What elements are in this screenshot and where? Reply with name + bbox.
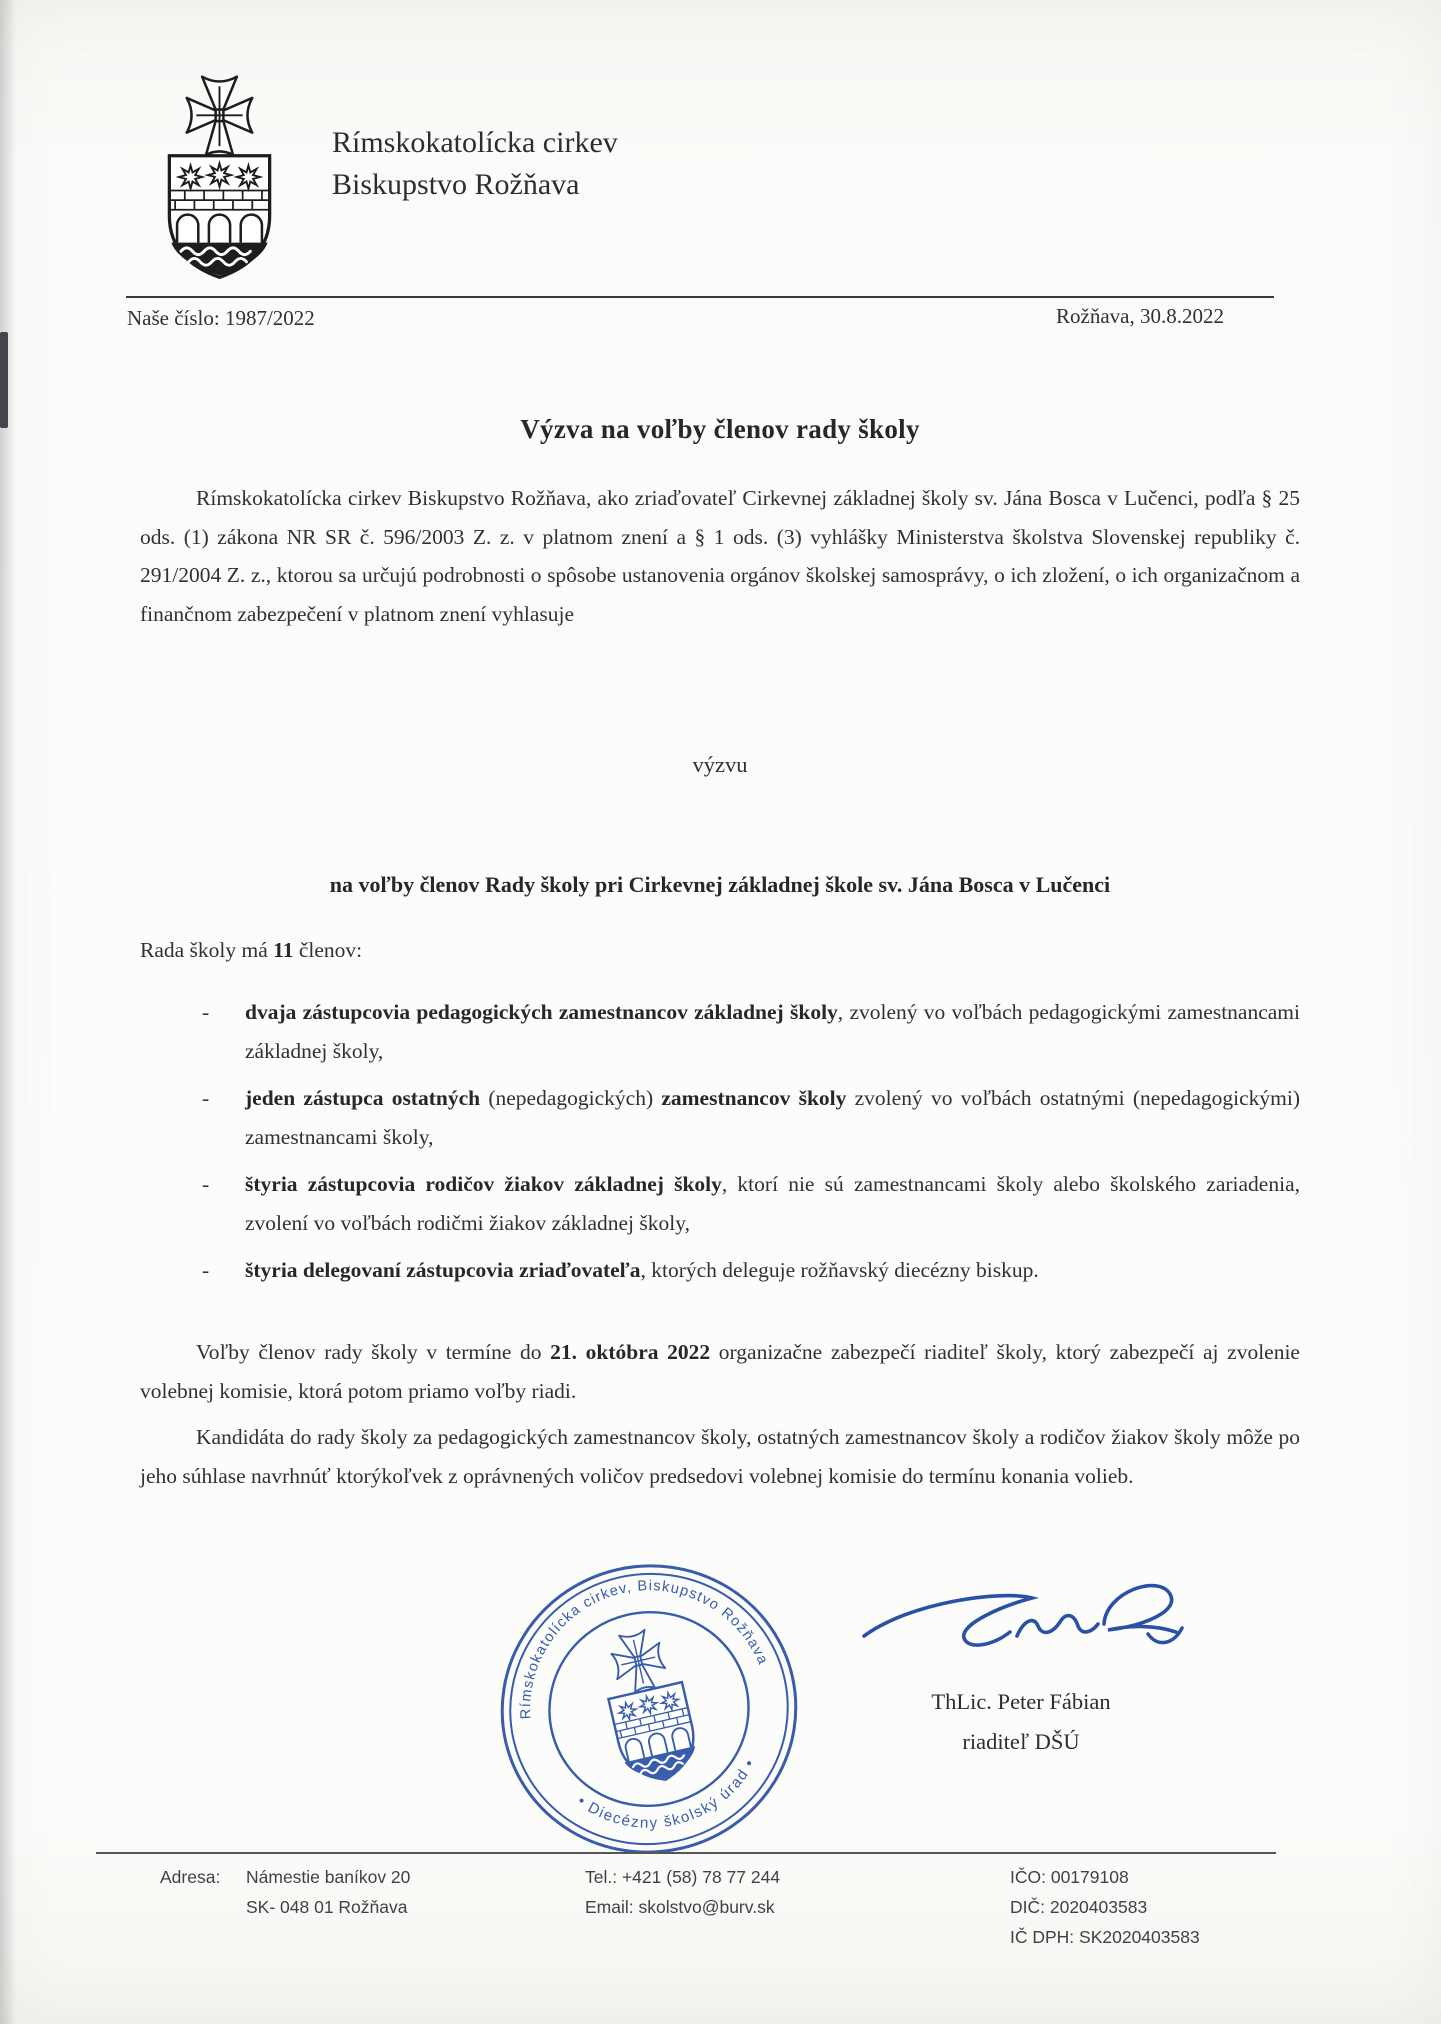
members-list bbox=[140, 993, 1300, 1299]
dash-marker: - bbox=[202, 1086, 210, 1110]
scan-artifact bbox=[0, 332, 8, 428]
members-count: 11 bbox=[273, 938, 294, 962]
bullet-bold: jeden zástupca ostatných bbox=[245, 1086, 481, 1110]
bullet-rest: , ktorých deleguje rožňavský diecézny biskup. bbox=[640, 1258, 1039, 1282]
bullet-mid: (nepedagogických) bbox=[480, 1086, 662, 1110]
bullet-bold: zamestnancov školy bbox=[661, 1086, 847, 1110]
closing1-pre: Voľby členov rady školy v termíne do bbox=[196, 1340, 551, 1364]
address-lines bbox=[246, 1862, 410, 1922]
footer-email: Email: skolstvo@burv.sk bbox=[585, 1897, 775, 1917]
signature-block bbox=[856, 1682, 1186, 1762]
address-line1: Námestie baníkov 20 bbox=[246, 1867, 411, 1887]
bullet-rest: zvolený vo voľbách ostatnými (nepedagogickými) zamestnancami školy, bbox=[245, 1086, 1300, 1149]
address-label: Adresa: bbox=[160, 1867, 221, 1887]
footer-icdph: IČ DPH: SK2020403583 bbox=[1010, 1927, 1200, 1947]
bullet-rest: , zvolený vo voľbách pedagogickými zamestnancami základnej školy, bbox=[245, 1000, 1300, 1063]
handwritten-signature bbox=[852, 1572, 1188, 1690]
footer-ids bbox=[1010, 1862, 1200, 1952]
dash-marker: - bbox=[202, 1000, 210, 1024]
closing1-deadline: 21. októbra 2022 bbox=[550, 1340, 711, 1364]
list-item bbox=[140, 993, 1300, 1070]
address-line2: SK- 048 01 Rožňava bbox=[246, 1897, 408, 1917]
stamp-ring-text-bottom: • Diecézny školský úrad • bbox=[574, 1755, 759, 1832]
footer-tel: Tel.: +421 (58) 78 77 244 bbox=[585, 1867, 781, 1887]
closing-paragraph-1 bbox=[140, 1333, 1300, 1410]
members-pre: Rada školy má bbox=[140, 938, 274, 962]
stamp-coat-of-arms bbox=[595, 1624, 702, 1788]
place-and-date: Rožňava, 30.8.2022 bbox=[1056, 304, 1224, 328]
bullet-bold: dvaja zástupcovia pedagogických zamestnancov základnej školy bbox=[245, 1000, 838, 1024]
diocese-logo bbox=[152, 70, 287, 284]
proclaim-word: výzvu bbox=[692, 752, 748, 777]
closing-paragraph-2: Kandidáta do rady školy za pedagogických zamestnancov školy, ostatných zamestnancov školy a rodičov žiakov školy môže po jeho súhlase navrhnúť ktorýkoľvek z oprávnených voličov predsedovi volebnej komisie do termínu konania volieb. bbox=[140, 1425, 1300, 1488]
list-item bbox=[140, 1079, 1300, 1156]
footer-rule bbox=[96, 1852, 1276, 1854]
reference-number: Naše číslo: 1987/2022 bbox=[127, 306, 315, 330]
org-line2: Biskupstvo Rožňava bbox=[332, 168, 580, 201]
signer-name: ThLic. Peter Fábian bbox=[931, 1689, 1111, 1714]
members-line bbox=[140, 938, 362, 963]
closing1-rest: organizačne zabezpečí riaditeľ školy, ktorý zabezpečí aj zvolenie volebnej komisie, ktorá potom priamo voľby riadi. bbox=[140, 1340, 1300, 1403]
org-line1: Rímskokatolícka cirkev bbox=[332, 126, 618, 159]
footer-dic: DIČ: 2020403583 bbox=[1010, 1897, 1148, 1917]
footer-contact bbox=[585, 1862, 780, 1922]
header-rule bbox=[126, 296, 1274, 298]
list-item bbox=[140, 1165, 1300, 1242]
bullet-rest: , ktorí nie sú zamestnancami školy alebo školského zariadenia, zvolení vo voľbách rodičmi žiakov základnej školy, bbox=[245, 1172, 1300, 1235]
stamp-ring-text-top: Rímskokatolícka cirkev, Biskupstvo Rožňava bbox=[518, 1578, 771, 1720]
letter-title: Výzva na voľby členov rady školy bbox=[520, 414, 920, 444]
scan-edge-shadow bbox=[0, 0, 16, 2024]
bullet-bold: štyria delegovaní zástupcovia zriaďovateľa bbox=[245, 1258, 641, 1282]
footer-address bbox=[160, 1862, 410, 1922]
bullet-bold: štyria zástupcovia rodičov žiakov základnej školy bbox=[245, 1172, 722, 1196]
organization-name bbox=[332, 122, 618, 206]
list-item bbox=[140, 1251, 1300, 1290]
intro-paragraph: Rímskokatolícka cirkev Biskupstvo Rožňava, ako zriaďovateľ Cirkevnej základnej školy sv. Jána Bosca v Lučenci, podľa § 25 ods. (1) zákona NR SR č. 596/2003 Z. z. v platnom znení a § 1 ods. (3) vyhlášky Ministerstva školstva Slovenskej republiky č. 291/2004 Z. z., ktorou sa určujú podrobnosti o spôsobe ustanovenia orgánov školskej samosprávy, o ich zložení, o ich organizačnom a finančnom zabezpečení v platnom znení vyhlasuje bbox=[140, 486, 1300, 626]
official-stamp bbox=[468, 1528, 830, 1890]
dash-marker: - bbox=[202, 1172, 210, 1196]
signer-role: riaditeľ DŠÚ bbox=[962, 1729, 1080, 1754]
footer-ico: IČO: 00179108 bbox=[1010, 1867, 1129, 1887]
subject-line: na voľby členov Rady školy pri Cirkevnej základnej škole sv. Jána Bosca v Lučenci bbox=[329, 872, 1111, 897]
dash-marker: - bbox=[202, 1258, 210, 1282]
members-post: členov: bbox=[293, 938, 363, 962]
